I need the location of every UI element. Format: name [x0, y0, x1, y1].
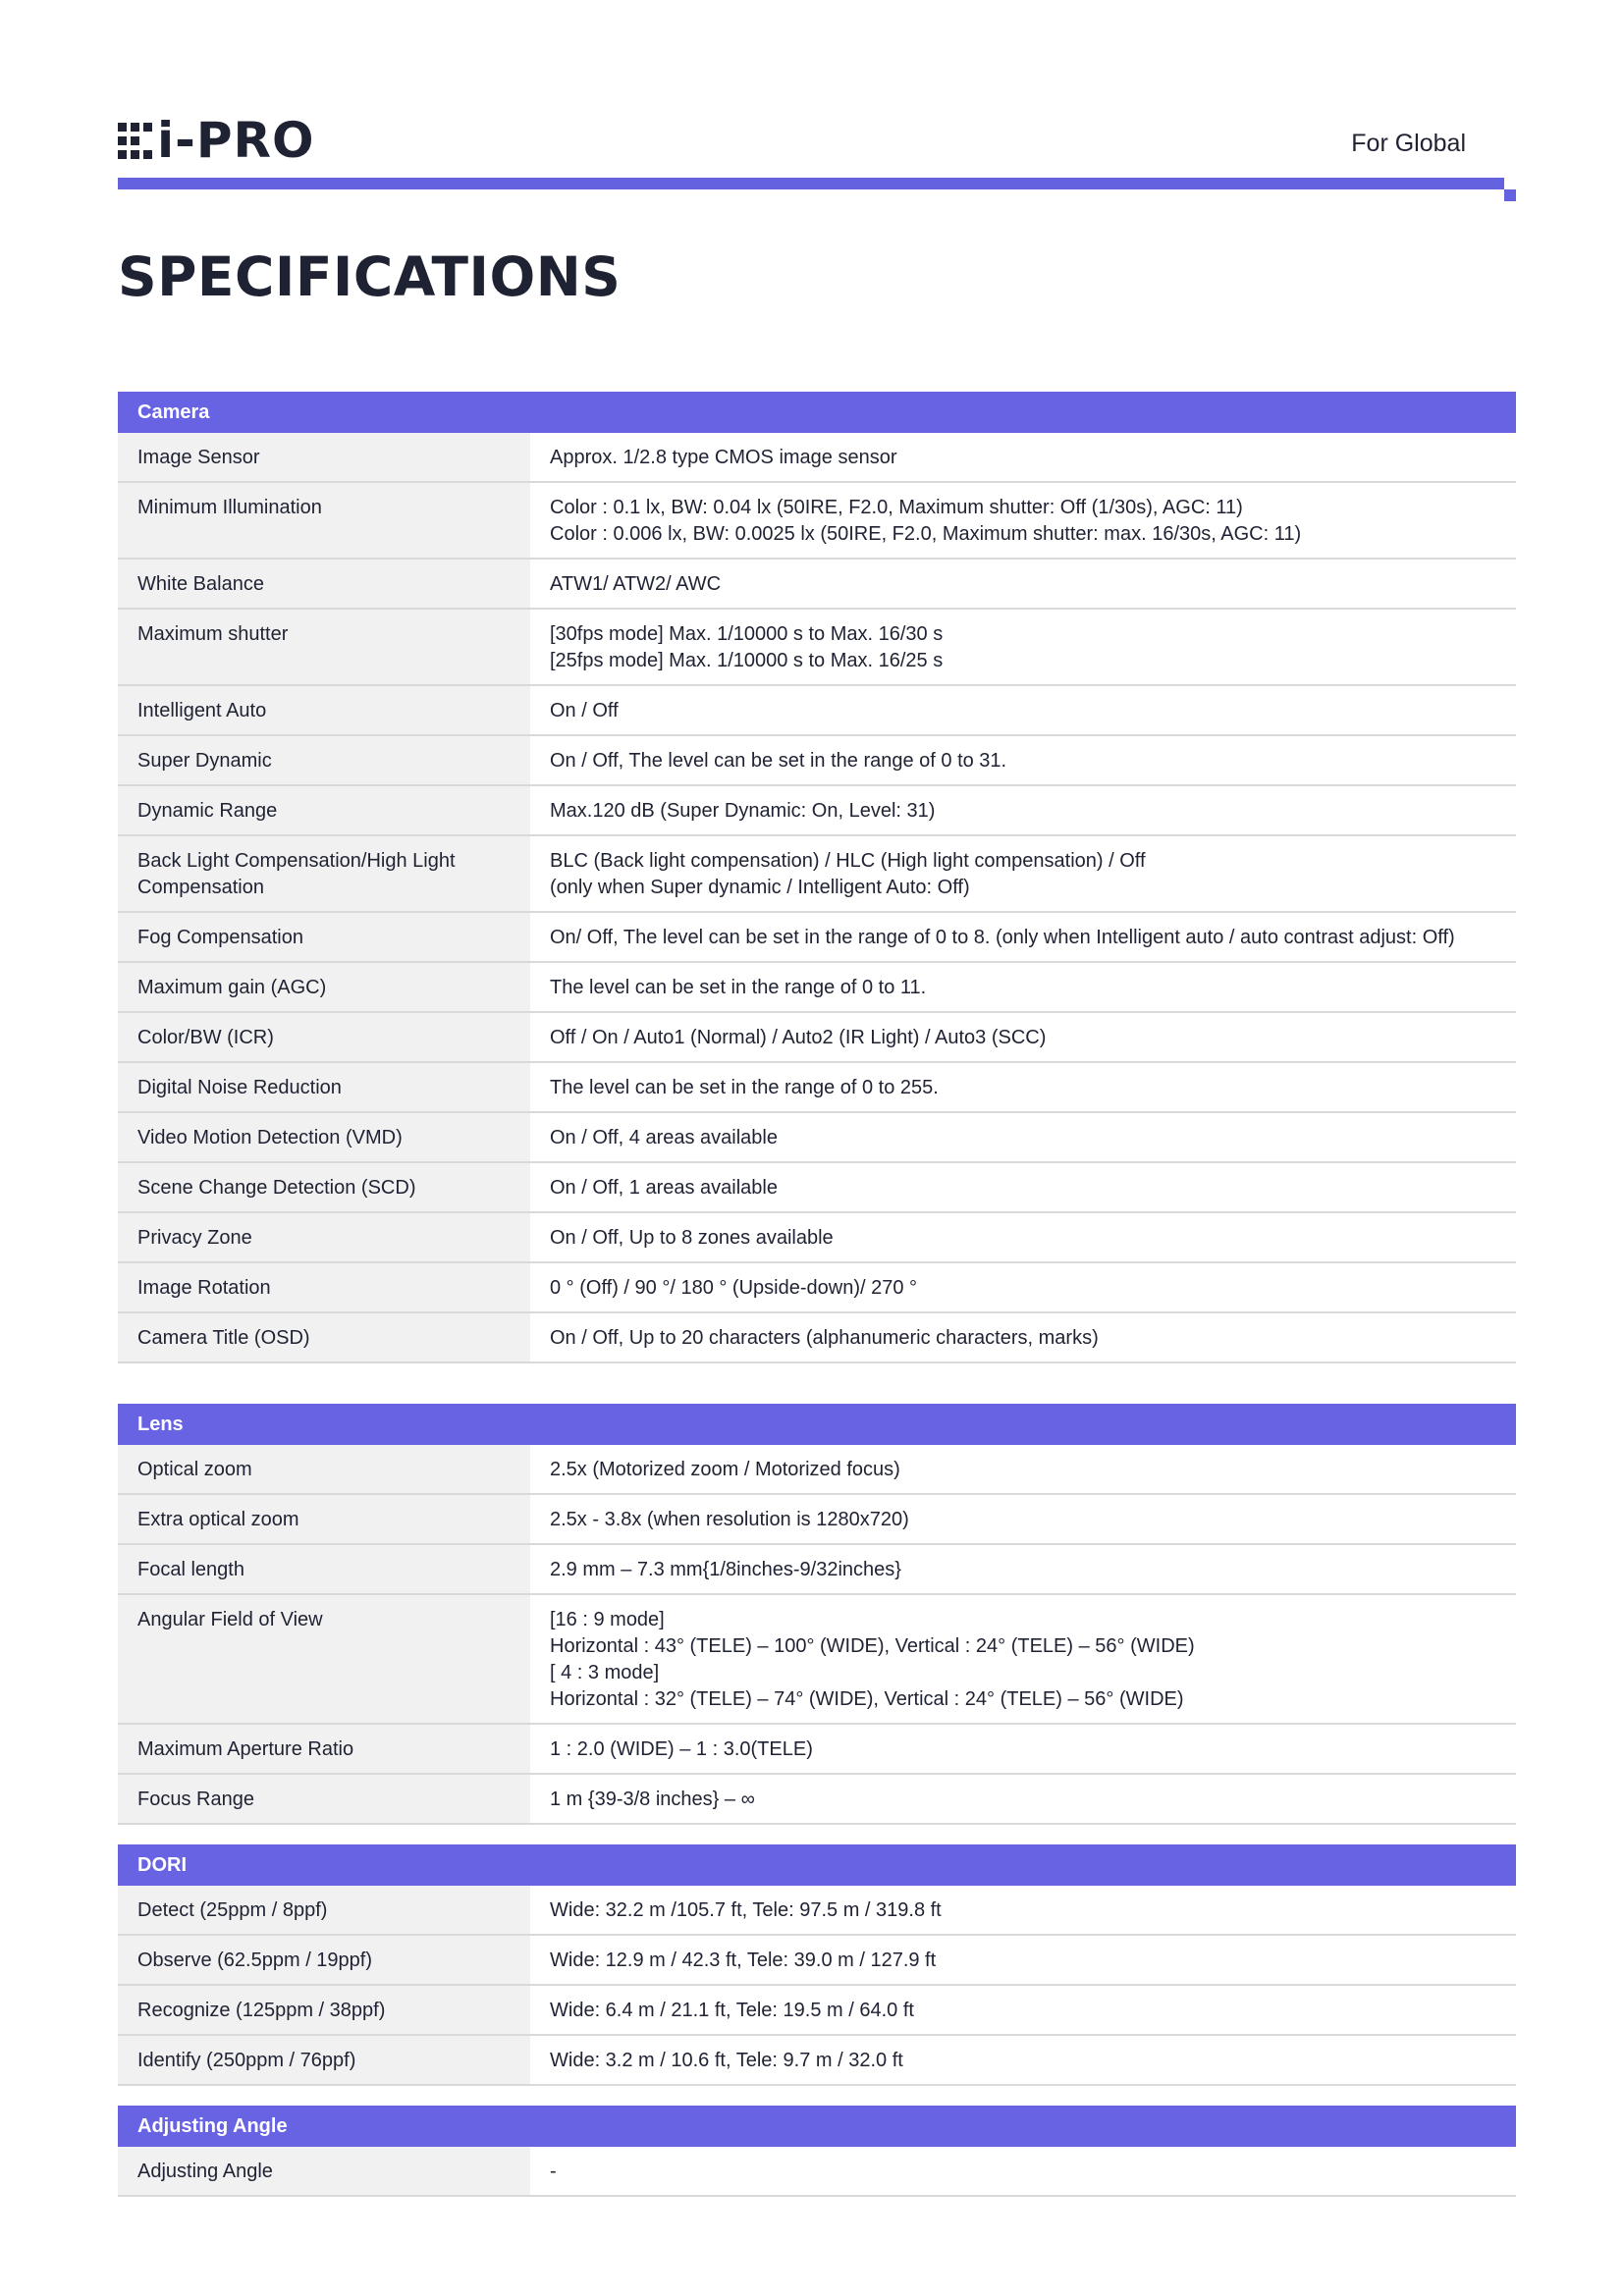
spec-value: On / Off, 4 areas available [550, 1127, 778, 1148]
spec-value: ATW1/ ATW2/ AWC [550, 573, 722, 595]
spec-value: On / Off, The level can be set in the range of 0 to 31. [550, 750, 1007, 772]
spec-label: Camera Title (OSD) [118, 1313, 530, 1362]
spec-label: Minimum Illumination [118, 483, 530, 558]
spec-row [118, 2147, 1516, 2197]
spec-label: Angular Field of View [118, 1595, 530, 1723]
spec-label: Digital Noise Reduction [118, 1063, 530, 1111]
spec-row [118, 913, 1516, 963]
spec-row [118, 2036, 1516, 2086]
section-header-dori: DORI [118, 1844, 1516, 1886]
spec-value: On / Off [550, 700, 619, 721]
spec-row [118, 1775, 1516, 1825]
spec-value: On/ Off, The level can be set in the range of 0 to 8. (only when Intelligent auto / auto contrast adjust: Off) [550, 927, 1455, 948]
dori-spec-table [118, 1844, 1516, 2086]
spec-label: Image Rotation [118, 1263, 530, 1311]
spec-value: On / Off, Up to 8 zones available [550, 1227, 834, 1249]
spec-label: Video Motion Detection (VMD) [118, 1113, 530, 1161]
spec-label: Fog Compensation [118, 913, 530, 961]
brand-logo [118, 112, 315, 169]
spec-value: BLC (Back light compensation) / HLC (High light compensation) / Off (only when Super dynamic / Intelligent Auto: Off) [550, 850, 1146, 898]
spec-value: On / Off, Up to 20 characters (alphanumeric characters, marks) [550, 1327, 1099, 1349]
spec-value: 1 : 2.0 (WIDE) – 1 : 3.0(TELE) [550, 1738, 813, 1760]
spec-label: Detect (25ppm / 8ppf) [118, 1886, 530, 1934]
section-header-adjusting-angle: Adjusting Angle [118, 2106, 1516, 2147]
adjusting-angle-spec-table [118, 2106, 1516, 2197]
spec-row [118, 433, 1516, 483]
spec-row [118, 1986, 1516, 2036]
section-header-lens: Lens [118, 1404, 1516, 1445]
lens-spec-table [118, 1404, 1516, 1825]
spec-row [118, 1545, 1516, 1595]
region-label: For Global [1351, 130, 1466, 157]
spec-value: Max.120 dB (Super Dynamic: On, Level: 31) [550, 800, 936, 822]
spec-row [118, 610, 1516, 686]
camera-spec-table [118, 392, 1516, 1363]
spec-row [118, 1495, 1516, 1545]
spec-row [118, 1595, 1516, 1725]
spec-label: Color/BW (ICR) [118, 1013, 530, 1061]
header-divider-tab [1504, 189, 1516, 201]
spec-value: - [550, 2161, 557, 2182]
spec-value: 2.5x (Motorized zoom / Motorized focus) [550, 1459, 900, 1480]
spec-label: Maximum shutter [118, 610, 530, 684]
spec-value: Wide: 32.2 m /105.7 ft, Tele: 97.5 m / 319.8 ft [550, 1899, 942, 1921]
spec-value: Color : 0.1 lx, BW: 0.04 lx (50IRE, F2.0, Maximum shutter: Off (1/30s), AGC: 11) Color : 0.006 lx, BW: 0.0025 lx (50IRE, F2.0, Maximum shutter: max. 16/30s, AGC: 11) [550, 497, 1302, 545]
spec-label: Privacy Zone [118, 1213, 530, 1261]
spec-label: Adjusting Angle [118, 2147, 530, 2195]
spec-label: Intelligent Auto [118, 686, 530, 734]
spec-label: Super Dynamic [118, 736, 530, 784]
spec-value: 0 ° (Off) / 90 °/ 180 ° (Upside-down)/ 270 ° [550, 1277, 918, 1299]
spec-row [118, 686, 1516, 736]
spec-row [118, 1725, 1516, 1775]
spec-row [118, 786, 1516, 836]
spec-value: Approx. 1/2.8 type CMOS image sensor [550, 447, 897, 468]
spec-label: Maximum Aperture Ratio [118, 1725, 530, 1773]
spec-value: 2.5x - 3.8x (when resolution is 1280x720) [550, 1509, 909, 1530]
spec-row [118, 1263, 1516, 1313]
spec-value: 1 m {39-3/8 inches} – ∞ [550, 1789, 755, 1810]
spec-value: Wide: 3.2 m / 10.6 ft, Tele: 9.7 m / 32.0 ft [550, 2050, 903, 2071]
spec-value: [30fps mode] Max. 1/10000 s to Max. 16/30 s [25fps mode] Max. 1/10000 s to Max. 16/25 s [550, 623, 944, 671]
spec-row [118, 1063, 1516, 1113]
spec-row [118, 1163, 1516, 1213]
spec-value: Wide: 6.4 m / 21.1 ft, Tele: 19.5 m / 64.0 ft [550, 2000, 914, 2021]
spec-row [118, 736, 1516, 786]
spec-label: White Balance [118, 560, 530, 608]
spec-label: Optical zoom [118, 1445, 530, 1493]
spec-row [118, 1013, 1516, 1063]
spec-row [118, 560, 1516, 610]
spec-label: Recognize (125ppm / 38ppf) [118, 1986, 530, 2034]
spec-label: Scene Change Detection (SCD) [118, 1163, 530, 1211]
spec-label: Image Sensor [118, 433, 530, 481]
spec-label: Dynamic Range [118, 786, 530, 834]
section-header-camera: Camera [118, 392, 1516, 433]
spec-value: Wide: 12.9 m / 42.3 ft, Tele: 39.0 m / 127.9 ft [550, 1949, 937, 1971]
spec-value: Off / On / Auto1 (Normal) / Auto2 (IR Light) / Auto3 (SCC) [550, 1027, 1047, 1048]
spec-row [118, 1445, 1516, 1495]
spec-row [118, 963, 1516, 1013]
spec-label: Focus Range [118, 1775, 530, 1823]
spec-row [118, 483, 1516, 560]
spec-row [118, 1886, 1516, 1936]
spec-label: Focal length [118, 1545, 530, 1593]
header-divider [118, 178, 1504, 189]
spec-row [118, 1213, 1516, 1263]
spec-value: 2.9 mm – 7.3 mm{1/8inches-9/32inches} [550, 1559, 901, 1580]
spec-row [118, 836, 1516, 913]
spec-label: Back Light Compensation/High Light Compensation [118, 836, 530, 911]
spec-value: [16 : 9 mode] Horizontal : 43° (TELE) – 100° (WIDE), Vertical : 24° (TELE) – 56° (WIDE) [ 4 : 3 mode] Horizontal : 32° (TELE) – 74° (WIDE), Vertical : 24° (TELE) – 56° (WIDE) [550, 1609, 1195, 1710]
logo-dots-icon [118, 123, 152, 159]
spec-label: Extra optical zoom [118, 1495, 530, 1543]
spec-row [118, 1936, 1516, 1986]
logo-text: i-PRO [157, 112, 315, 169]
spec-row [118, 1313, 1516, 1363]
spec-label: Identify (250ppm / 76ppf) [118, 2036, 530, 2084]
spec-label: Observe (62.5ppm / 19ppf) [118, 1936, 530, 1984]
page-title: SPECIFICATIONS [118, 245, 622, 308]
spec-label: Maximum gain (AGC) [118, 963, 530, 1011]
spec-value: The level can be set in the range of 0 to 255. [550, 1077, 939, 1098]
spec-value: The level can be set in the range of 0 to 11. [550, 977, 927, 998]
spec-row [118, 1113, 1516, 1163]
spec-value: On / Off, 1 areas available [550, 1177, 778, 1199]
